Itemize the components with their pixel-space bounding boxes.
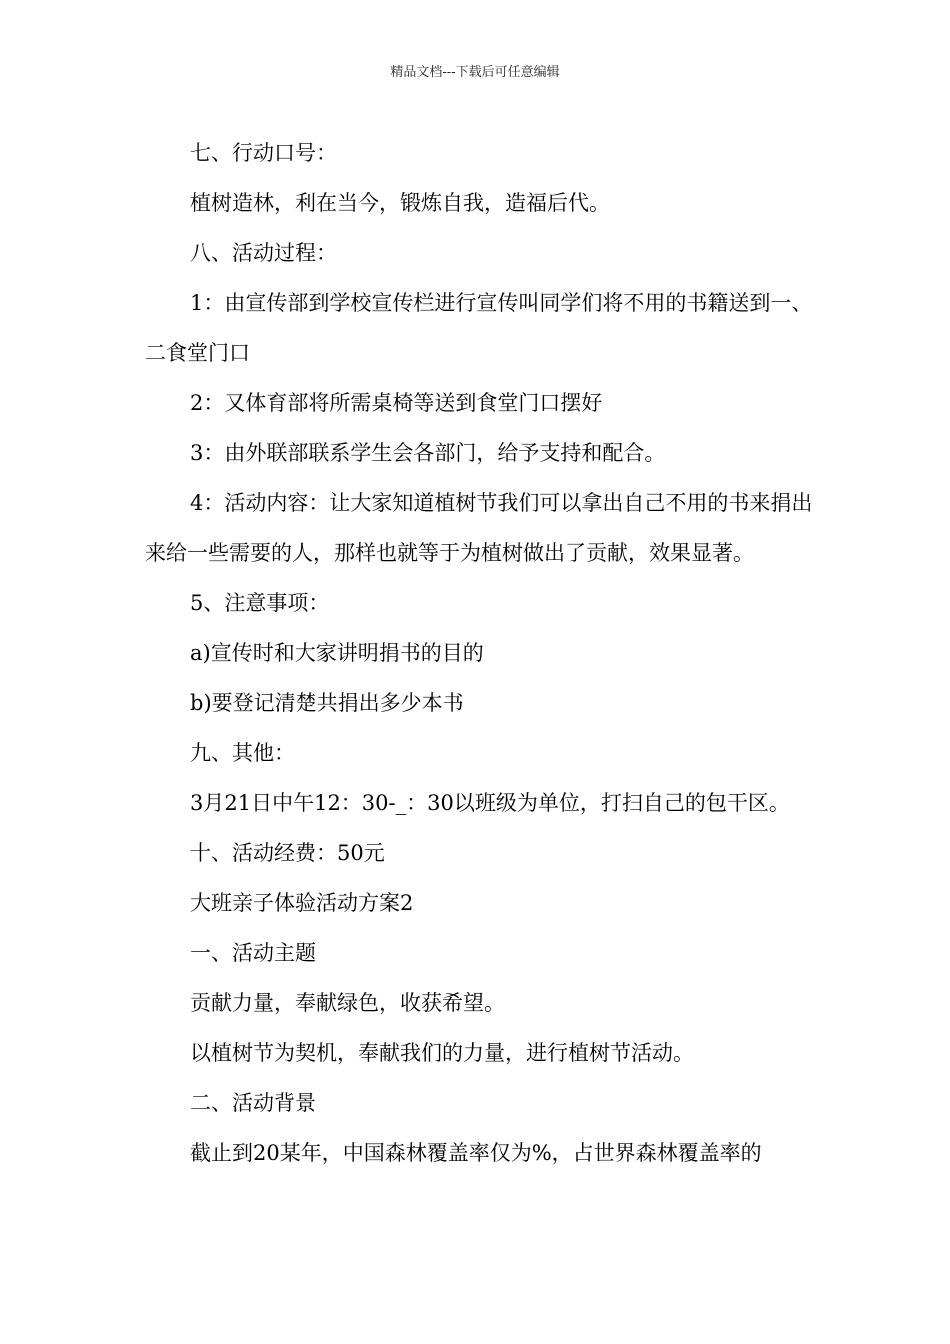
paragraph-process-step-2: 2：又体育部将所需桌椅等送到食堂门口摆好 xyxy=(190,391,603,415)
paragraph-notes-heading: 5、注意事项： xyxy=(190,591,330,615)
paragraph-theme: 贡献力量，奉献绿色，收获希望。 xyxy=(190,991,505,1015)
paragraph-slogan-heading: 七、行动口号： xyxy=(190,141,337,165)
paragraph-other-heading: 九、其他： xyxy=(190,741,295,765)
paragraph-note-a: a)宣传时和大家讲明捐书的目的 xyxy=(190,641,484,665)
paragraph-process-heading: 八、活动过程： xyxy=(190,241,337,265)
paragraph-theme-heading: 一、活动主题 xyxy=(190,941,316,965)
paragraph-background: 截止到20某年，中国森林覆盖率仅为%，占世界森林覆盖率的 xyxy=(190,1141,762,1165)
paragraph-slogan: 植树造林，利在当今，锻炼自我，造福后代。 xyxy=(190,191,610,215)
paragraph-process-step-3: 3：由外联部联系学生会各部门，给予支持和配合。 xyxy=(190,441,666,465)
document-body xyxy=(145,128,815,1178)
paragraph-note-b: b)要登记清楚共捐出多少本书 xyxy=(190,691,464,715)
paragraph-process-step-1: 1：由宣传部到学校宣传栏进行宣传叫同学们将不用的书籍送到一、二食堂门口 xyxy=(145,291,813,365)
paragraph-other-detail: 3月21日中午12：30-_：30以班级为单位，打扫自己的包干区。 xyxy=(190,791,790,815)
page-header: 精品文档---下载后可任意编辑 xyxy=(390,65,560,80)
paragraph-budget: 十、活动经费：50元 xyxy=(190,841,385,865)
paragraph-theme-detail: 以植树节为契机，奉献我们的力量，进行植树节活动。 xyxy=(190,1041,694,1065)
paragraph-process-step-4: 4：活动内容：让大家知道植树节我们可以拿出自己不用的书来捐出来给一些需要的人，那样也就等于为植树做出了贡献，效果显著。 xyxy=(145,491,813,565)
paragraph-background-heading: 二、活动背景 xyxy=(190,1091,316,1115)
paragraph-plan-title: 大班亲子体验活动方案2 xyxy=(190,891,414,915)
